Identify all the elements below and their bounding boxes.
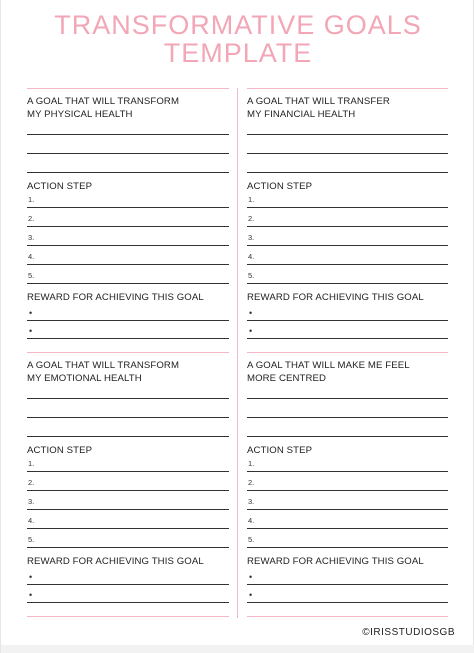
reward-line	[27, 602, 229, 603]
action-step-line	[27, 509, 229, 510]
action-step-line	[27, 207, 229, 208]
section-bottom-rule	[247, 616, 448, 617]
section-top-rule	[27, 88, 229, 89]
reward-line	[247, 320, 448, 321]
action-step-line	[247, 509, 448, 510]
reward-bullet: •	[29, 308, 33, 318]
page-title-line1: TRANSFORMATIVE GOALS	[54, 10, 422, 40]
action-step-line	[247, 264, 448, 265]
action-step-line	[247, 283, 448, 284]
reward-label: REWARD FOR ACHIEVING THIS GOAL	[27, 556, 204, 567]
action-step-number: 3.	[28, 233, 35, 242]
goal-title-line1: A GOAL THAT WILL TRANSFER	[247, 96, 390, 107]
reward-bullet: •	[249, 326, 253, 336]
action-step-number: 3.	[248, 233, 255, 242]
section-top-rule	[247, 88, 448, 89]
reward-bullet: •	[249, 308, 253, 318]
action-step-number: 5.	[28, 271, 35, 280]
page-bottom-edge	[1, 645, 474, 653]
goal-title-line1: A GOAL THAT WILL MAKE ME FEEL	[247, 360, 410, 371]
action-step-number: 1.	[28, 459, 35, 468]
goal-writing-line	[27, 436, 229, 437]
action-step-number: 5.	[28, 535, 35, 544]
reward-bullet: •	[29, 326, 33, 336]
action-step-number: 4.	[28, 252, 35, 261]
reward-line	[27, 338, 229, 339]
action-step-number: 5.	[248, 271, 255, 280]
action-step-line	[247, 226, 448, 227]
action-step-number: 4.	[28, 516, 35, 525]
goal-writing-line	[27, 153, 229, 154]
goal-writing-line	[247, 172, 448, 173]
reward-label: REWARD FOR ACHIEVING THIS GOAL	[247, 292, 424, 303]
section-top-rule	[27, 352, 229, 353]
action-step-label: ACTION STEP	[247, 445, 313, 456]
action-step-line	[247, 528, 448, 529]
action-step-number: 2.	[28, 478, 35, 487]
section-bottom-rule	[27, 616, 229, 617]
action-step-line	[27, 283, 229, 284]
reward-line	[27, 320, 229, 321]
action-step-label: ACTION STEP	[27, 445, 93, 456]
action-step-number: 4.	[248, 516, 255, 525]
action-step-number: 2.	[248, 214, 255, 223]
action-step-number: 1.	[28, 195, 35, 204]
goal-title-line1: A GOAL THAT WILL TRANSFORM	[27, 96, 180, 107]
goal-writing-line	[27, 134, 229, 135]
goal-writing-line	[27, 417, 229, 418]
column-divider	[237, 88, 238, 618]
goal-writing-line	[247, 134, 448, 135]
action-step-line	[247, 471, 448, 472]
goal-title-line2: MY EMOTIONAL HEALTH	[27, 373, 142, 384]
reward-line	[27, 584, 229, 585]
action-step-line	[27, 471, 229, 472]
reward-bullet: •	[29, 590, 33, 600]
action-step-line	[27, 264, 229, 265]
reward-line	[247, 584, 448, 585]
action-step-number: 1.	[248, 195, 255, 204]
action-step-line	[27, 528, 229, 529]
section-top-rule	[247, 352, 448, 353]
goal-writing-line	[247, 153, 448, 154]
goal-title-line2: MY FINANCIAL HEALTH	[247, 109, 356, 120]
action-step-number: 4.	[248, 252, 255, 261]
goal-writing-line	[27, 398, 229, 399]
action-step-number: 3.	[248, 497, 255, 506]
action-step-line	[27, 245, 229, 246]
action-step-label: ACTION STEP	[27, 181, 93, 192]
goal-title-line2: MORE CENTRED	[247, 373, 327, 384]
action-step-number: 2.	[28, 214, 35, 223]
copyright-footer: ©IRISSTUDIOSGB	[362, 627, 455, 638]
action-step-line	[247, 245, 448, 246]
reward-bullet: •	[249, 572, 253, 582]
goal-title-line1: A GOAL THAT WILL TRANSFORM	[27, 360, 180, 371]
action-step-number: 2.	[248, 478, 255, 487]
goal-writing-line	[247, 417, 448, 418]
reward-bullet: •	[249, 590, 253, 600]
goal-writing-line	[247, 436, 448, 437]
reward-line	[247, 602, 448, 603]
reward-label: REWARD FOR ACHIEVING THIS GOAL	[247, 556, 424, 567]
reward-line	[247, 338, 448, 339]
action-step-line	[27, 490, 229, 491]
action-step-line	[247, 207, 448, 208]
goal-title-line2: MY PHYSICAL HEALTH	[27, 109, 133, 120]
action-step-line	[27, 226, 229, 227]
action-step-line	[247, 547, 448, 548]
action-step-line	[27, 547, 229, 548]
reward-bullet: •	[29, 572, 33, 582]
action-step-number: 3.	[28, 497, 35, 506]
action-step-label: ACTION STEP	[247, 181, 313, 192]
action-step-number: 5.	[248, 535, 255, 544]
goal-writing-line	[247, 398, 448, 399]
reward-label: REWARD FOR ACHIEVING THIS GOAL	[27, 292, 204, 303]
page-title-line2: TEMPLATE	[163, 38, 313, 68]
goal-writing-line	[27, 172, 229, 173]
action-step-number: 1.	[248, 459, 255, 468]
action-step-line	[247, 490, 448, 491]
